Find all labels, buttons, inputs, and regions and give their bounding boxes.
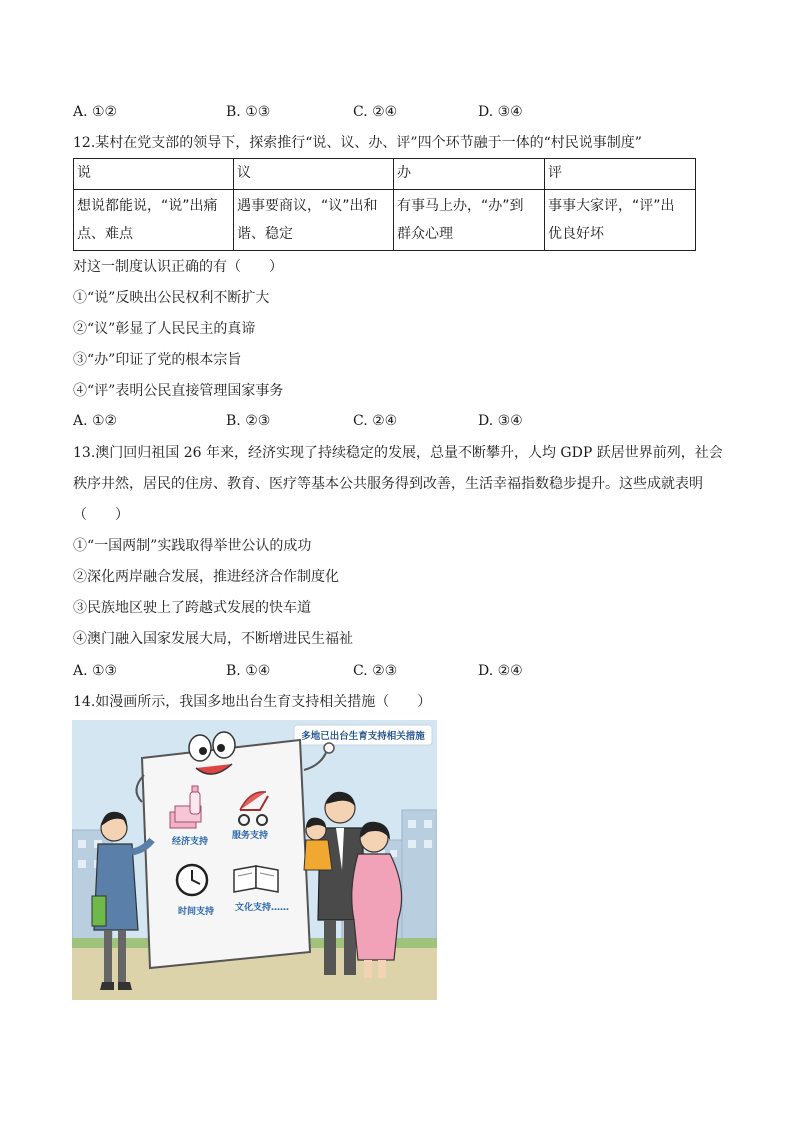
q12-statement-1: ①“说”反映出公民权利不断扩大 <box>73 290 270 306</box>
table-header-cell: 议 <box>234 159 394 190</box>
table-cell <box>74 190 234 251</box>
table-cell <box>394 190 545 251</box>
table-cell <box>545 190 696 251</box>
q13-stem-line-2: 秩序井然，居民的住房、教育、医疗等基本公共服务得到改善，生活幸福指数稳步提升。这些成就表明 <box>73 476 703 492</box>
cell-line: 事事大家评，“评”出 <box>548 198 675 214</box>
q13-stem-line-3: （ ） <box>73 507 129 523</box>
label-service: 服务支持 <box>231 831 269 841</box>
q13-statement-3: ③民族地区驶上了跨越式发展的快车道 <box>73 600 311 616</box>
q12-option-c[interactable]: C. ②④ <box>353 413 398 429</box>
q12-option-a[interactable]: A. ①② <box>73 413 118 429</box>
cell-line: 有事马上办，“办”到 <box>397 198 524 214</box>
table-cell <box>234 190 394 251</box>
cell-line: 遇事要商议，“议”出和 <box>237 198 378 214</box>
q12-options <box>73 411 633 431</box>
cartoon-board <box>142 740 310 968</box>
q13-options <box>73 661 633 681</box>
q11-options <box>73 102 633 122</box>
q12-stem: 12.某村在党支部的领导下，探索推行“说、议、办、评”四个环节融于一体的“村民说事制度” <box>73 135 642 151</box>
q12-statement-3: ③“办”印证了党的根本宗旨 <box>73 352 242 368</box>
cell-line: 优良好坏 <box>548 226 604 242</box>
label-time: 时间支持 <box>177 907 215 917</box>
label-economic: 经济支持 <box>171 837 209 847</box>
table-header-cell: 评 <box>545 159 696 190</box>
q12-statement-4: ④“评”表明公民直接管理国家事务 <box>73 383 284 399</box>
cell-line: 想说都能说，“说”出痛 <box>77 198 218 214</box>
q12-option-d[interactable]: D. ③④ <box>478 413 523 429</box>
q13-stem-line-1: 13.澳门回归祖国 26 年来，经济实现了持续稳定的发展，总量不断攀升，人均 GDP 跃居世界前列，社会 <box>73 445 723 461</box>
q13-option-d[interactable]: D. ②④ <box>478 663 523 679</box>
q12-prompt: 对这一制度认识正确的有（ ） <box>73 259 283 275</box>
q14-stem: 14.如漫画所示，我国多地出台生育支持相关措施（ ） <box>73 694 432 710</box>
q11-option-d[interactable]: D. ③④ <box>478 104 523 120</box>
q11-option-a[interactable]: A. ①② <box>73 104 118 120</box>
q13-option-b[interactable]: B. ①④ <box>226 663 271 679</box>
cell-line: 谐、稳定 <box>237 226 293 242</box>
book-icon <box>234 866 278 892</box>
q13-option-c[interactable]: C. ②③ <box>353 663 398 679</box>
fertility-support-cartoon <box>72 720 437 1000</box>
village-system-table <box>73 158 696 251</box>
table-header-cell: 办 <box>394 159 545 190</box>
q13-statement-2: ②深化两岸融合发展，推进经济合作制度化 <box>73 569 339 585</box>
table-row <box>74 190 696 251</box>
banner-text: 多地已出台生育支持相关措施 <box>301 731 425 742</box>
q11-option-c[interactable]: C. ②④ <box>353 104 398 120</box>
q11-option-b[interactable]: B. ①③ <box>226 104 271 120</box>
q13-option-a[interactable]: A. ①③ <box>73 663 118 679</box>
cell-line: 群众心理 <box>397 226 453 242</box>
q12-statement-2: ②“议”彰显了人民民主的真谛 <box>73 321 256 337</box>
board-right-hand <box>324 743 334 753</box>
table-header-row <box>74 159 696 190</box>
q13-statement-1: ①“一国两制”实践取得举世公认的成功 <box>73 538 312 554</box>
q12-option-b[interactable]: B. ②③ <box>226 413 271 429</box>
q13-statement-4: ④澳门融入国家发展大局，不断增进民生福祉 <box>73 631 353 647</box>
label-culture: 文化支持…… <box>234 903 290 913</box>
clock-icon <box>177 865 207 895</box>
cell-line: 点、难点 <box>77 226 133 242</box>
cartoon-svg <box>72 720 437 1000</box>
table-header-cell: 说 <box>74 159 234 190</box>
